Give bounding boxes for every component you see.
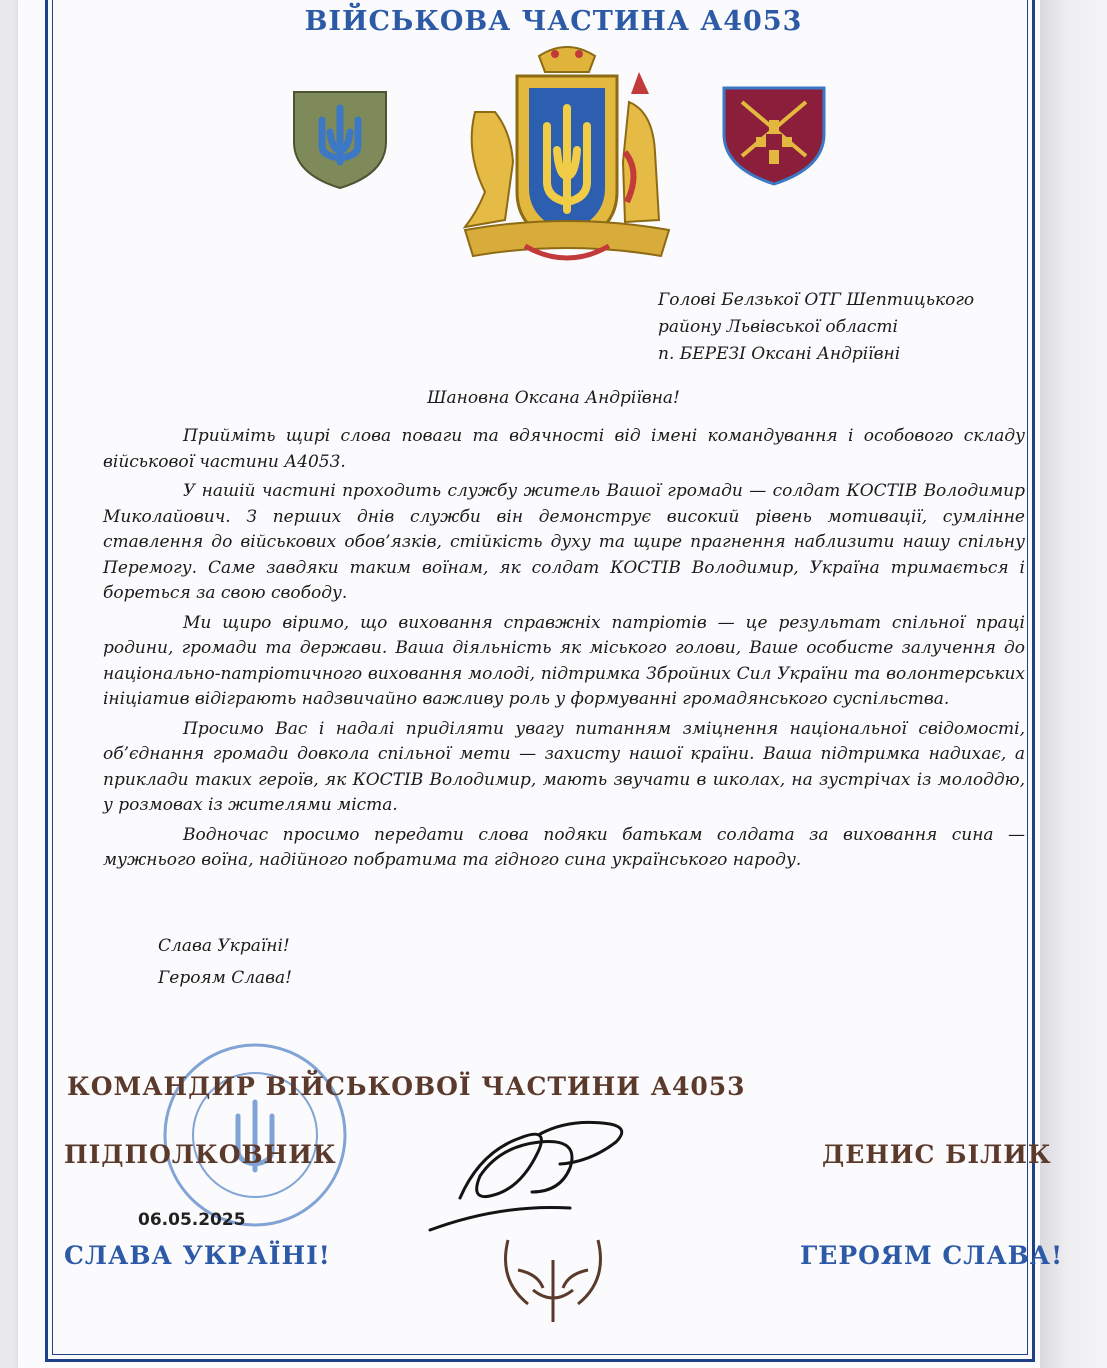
slogan-right: ГЕРОЯМ СЛАВА!	[800, 1241, 1064, 1270]
great-coat-of-arms-icon	[455, 42, 680, 272]
closing-block	[158, 930, 292, 994]
armed-forces-emblem-icon	[292, 90, 388, 190]
addressee-line: Голові Белзької ОТГ Шептицького	[658, 290, 975, 310]
body-paragraph: Ми щиро віримо, що виховання справжніх патріотів — це результат спільної праці родини, громади та держави. Ваша діяльність як міського голови, Ваше особисте залучення до національно-патріотичного виховання молоді, підтримка Збройних Сил України та волонтерських ініціатив відіграють надзвичайно важливу роль у формуванні громадянського суспільства.	[103, 612, 1025, 709]
closing-line: Слава Україні!	[158, 936, 290, 956]
closing-line: Героям Слава!	[158, 968, 293, 988]
brigade-badge-icon	[488, 1210, 618, 1330]
salutation: Шановна Оксана Андріївна!	[427, 388, 680, 408]
body-paragraph: У нашій частині проходить службу житель Вашої громади — солдат КОСТІВ Володимир Миколайович. З перших днів служби він демонструє високий рівень мотивації, сумлінне ставлення до військових обов’язків, стійкість духу та щире прагнення наблизити нашу спільну Перемогу. Саме завдяки таким воїнам, як солдат КОСТІВ Володимир, Україна тримається і бореться за свою свободу.	[103, 481, 1025, 603]
commander-title: КОМАНДИР ВІЙСЬКОВОЇ ЧАСТИНИ А4053	[67, 1072, 746, 1101]
slogan-left: СЛАВА УКРАЇНІ!	[64, 1241, 331, 1270]
document-date: 06.05.2025	[138, 1210, 246, 1230]
body-paragraph: Водночас просимо передати слова подяки батькам солдата за виховання сина — мужнього воїна, надійного побратима та гідного сина українського народу.	[103, 824, 1025, 870]
addressee-block	[658, 287, 1038, 368]
addressee-line: району Львівської області	[658, 317, 898, 337]
unit-title: ВІЙСЬКОВА ЧАСТИНА А4053	[304, 6, 803, 37]
body-paragraph: Просимо Вас і надалі приділяти увагу питанням зміцнення національної свідомості, об’єднання громади довкола спільної мети — захисту нашої країни. Ваша підтримка надихає, а приклади таких героїв, як КОСТІВ Володимир, мають звучати в школах, на зустрічах із молоддю, у розмовах із жителями міста.	[103, 718, 1025, 815]
commander-rank: ПІДПОЛКОВНИК	[64, 1140, 337, 1169]
combat-branch-emblem-icon	[722, 86, 826, 186]
addressee-line: п. БЕРЕЗІ Оксані Андріївні	[658, 344, 901, 364]
commander-name: ДЕНИС БІЛИК	[822, 1140, 1052, 1169]
letter-body	[103, 424, 1025, 878]
body-paragraph: Прийміть щирі слова поваги та вдячності від імені командування і особового складу військової частини А4053.	[103, 426, 1025, 472]
